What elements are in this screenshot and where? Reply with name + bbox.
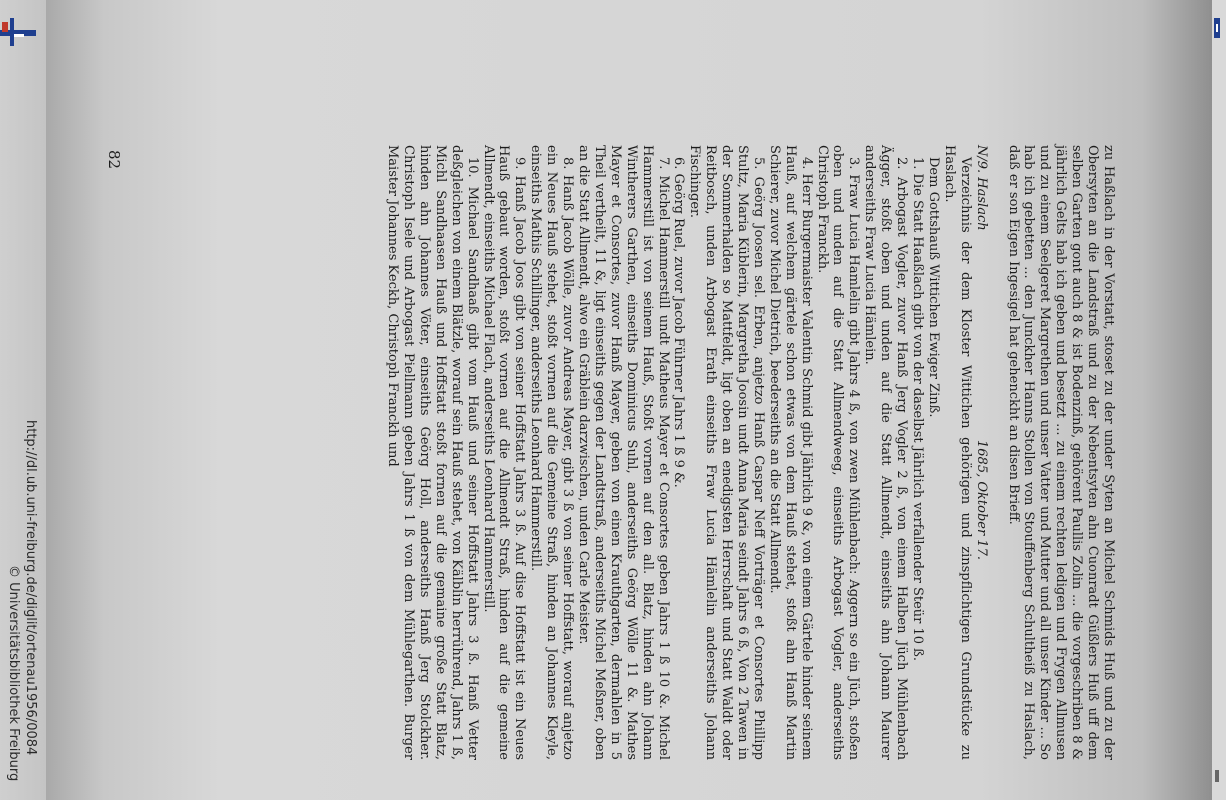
copyright-notice: © Universitätsbibliothek Freiburg [6, 565, 21, 782]
entry-4: 4. Herr Burgermaister Valentin Schmid gibt Jährlich 9 &, von einem Gärtele hinder seinem Hauß, auf welchem gärtele schon etwas von dem Hauß stehet, stoßt ahn Hanß Martin Schierer, zuvor Michel Dietrich, beederseiths an die Statt Allmendt. [766, 145, 814, 760]
paragraph-subtitle: Dem Gottshauß Wittichen Ewiger Zinß. [925, 157, 941, 418]
paragraph-title: Verzeichnis der dem Kloster Wittichen gehörigen und zinspflichtigen Grundstücke zu Haslach. [941, 145, 973, 760]
entry-5: 5. Geörg Joosen sel. Erben, anjetzo Hanß Caspar Neff Vorträger et Consortes Phillipp Stultz, Maria Küblerin, Margretha Joosin undt Anna Maria seindt Jahrs 6 ß, Von 2 Tawen in der Sommerhalden so Mattfeldt, ligt oben an enedigsten Herrschaft und Statt Waldt oder Reitbosch, unden Arbogast Erath einseiths Fraw Lucia Hämlelin anderseiths Johann Fischinger. [687, 145, 766, 760]
text-column [384, 145, 1116, 760]
paragraph-intro: zu Haßlach in der Vorstatt, stoset zu der under Syten an Michel Schmids Huß und zu der Obersyten an die Landstraß und zu der Nebentsyten ahn Cuonradt Güßlers Huß uff dem selben Garten gont auch 8 & ist Bodenzinß, gehörent Paullis Zolin ... die vorgeschriben 8 & jährlich Gelts hab ich geben und besetzt ... zu einem rechten ledigen und Frygen Allmusen und zu einem Seelgeret Margrethen und unser Vatter und Mutter und all unser Kinder ... So hab ich gebetten ... den Junckher Hanns Stollen von Stouffenberg Schultheiß zu Haslach, daß er son Eigen Ingesigel hat gehenckht an disen Brieff. [1005, 145, 1116, 760]
document-id: N/9. Haslach [973, 145, 989, 231]
entry-7: 7. Michel Hammerstill undt Matheus Mayer et Consortes geben Jahrs 1 ß 10 &. Michel Hammerstill ist von seinem Hauß, Stoßt vornen auf den all. Blatz, hinden ahn Johann Wintherers Garthen, einseiths Dominicus Suhl, anderseiths Geörg Wölle 11 &. Mathes Mayer et Consortes, zuvor Hanß Mayer, geben von einen Krauthgarten, dermahlen in 5 Theil vertheilt, 11 &, ligt einseiths gegen der Landtstraß, anderseiths Michel Meßner, oben an die Statt Allmendt, alwo ein Gräblein darzwischen, unden Carle Meister. [576, 145, 671, 760]
entry-1: 1. Die Statt Haaßlach gibt von der daselbst Jährlich verfallender Steür 10 ß. [910, 157, 926, 661]
source-url[interactable]: http://dl.ub.uni-freiburg.de/diglit/ortenau1956/0084 [23, 420, 38, 756]
page-number: 82 [105, 150, 123, 170]
entry-6: 6. Geörg Ruel, zuvor Jacob Führner Jahrs 1 ß 9 &. [671, 157, 687, 488]
entry-3: 3. Fraw Lucia Hamlelin gibt Jahrs 4 ß, von zwen Mühlenbach: Aggern so ein Jüch, stoßen oben und unden auf die Statt Allmendweeg, einseiths Arbogast Vogler, anderseiths Christoph Franckh. [814, 145, 862, 760]
entry-2: 2. Arbogast Vogler, zuvor Hanß Jerg Vogler 2 ß, von einem Halben Jüch Mühlenbach Ägger, stoßt oben und unden auf die Statt Allmendt, einseiths ahn Johann Maurer anderseiths Fraw Lucia Hämlein. [862, 145, 910, 760]
document-date: 1685, Oktober 17. [973, 440, 989, 560]
entry-9: 9. Hanß Jacob Joos gibt von seiner Hoffstatt Jahrs 3 ß. Auf dise Hoffstatt ist ein Neues Hauß gebaut worden, stoßt vornen auf die Allmendt Straß, hinden auf die gemeine Allmendt, einseiths Michael Flach, anderseiths Leonhard Hammerstill. [480, 145, 528, 760]
entry-8: 8. Hanß Jacob Wölle, zuvor Andreas Mayer, gibt 3 ß von seiner Hoffstatt, worauf anjetzo ein Neues Hauß stehet, stoßt vornen auf die Gemeine Straß, hinden an Johannes Kleyle, einseiths Mathis Schillinger, anderseiths Leonhard Hammerstill. [528, 145, 576, 760]
entry-10: 10. Michael Sandhaaß gibt vom Hauß und seiner Hoffstatt Jahrs 3 ß. Hanß Vetter deßgleichen von einem Blätzle, worauf sein Hauß stehet, von Kälblin herrührend, Jahrs 1 ß, Michl Sandhaasen Hauß und Hoffstatt stoßt fornen auf die gemaine große Statt Blatz, hinden ahn Johannes Vöter, einseiths Geörg Holl, anderseiths Hanß Jerg Stolckher. Christoph Isele und Arbogast Piellmann geben Jahrs 1 ß von dem Mühlegarthen. Burger Maister Johannes Keckh, Christoph Franckh und [385, 145, 480, 760]
document-header [973, 145, 989, 760]
